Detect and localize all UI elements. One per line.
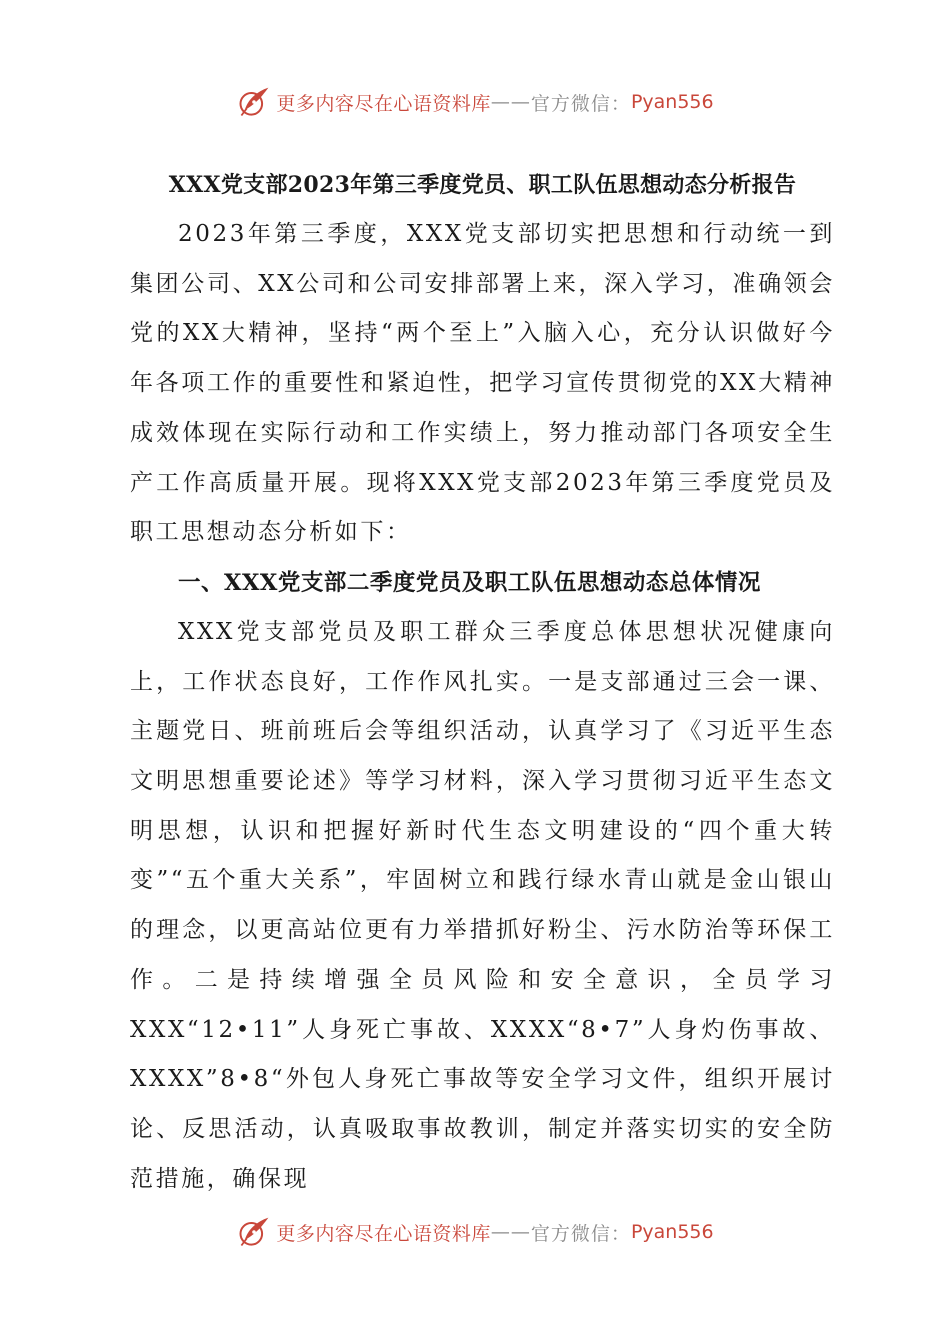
watermark-label: 官方微信： bbox=[530, 92, 631, 115]
watermark-wechat-id: Pyan556 bbox=[630, 1221, 714, 1243]
watermark-separator: —— bbox=[490, 91, 531, 113]
watermark-label: 官方微信： bbox=[530, 1222, 631, 1245]
section-1-paragraph: XXX党支部党员及职工群众三季度总体思想状况健康向上，工作状态良好，工作作风扎实。一是支部通过三会一课、主题党日、班前班后会等组织活动，认真学习了《习近平生态文明思想重要论述》等学习材料，深入学习贯彻习近平生态文明思想，认识和把握好新时代生态文明建设的“四个重大转变”“五个重大关系”，牢固树立和践行绿水青山就是金山银山的理念，以更高站位更有力举措抓好粉尘、污水防治等环保工作。二是持续增强全员风险和安全意识，全员学习XXX“12•11”人身死亡事故、XXXX“8•7”人身灼伤事故、XXXX”8•8“外包人身死亡事故等安全学习文件，组织开展讨论、反思活动，认真吸取事故教训，制定并落实切实的安全防范措施，确保现 bbox=[130, 618, 835, 1192]
section-1-heading: 一、XXX党支部二季度党员及职工队伍思想动态总体情况 bbox=[178, 569, 761, 596]
watermark-wechat-id: Pyan556 bbox=[630, 91, 714, 113]
intro-paragraph: 2023年第三季度，XXX党支部切实把思想和行动统一到集团公司、XX公司和公司安排部署上来，深入学习，准确领会党的XX大精神，坚持“两个至上”入脑入心，充分认识做好今年各项工作的重要性和紧迫性，把学习宣传贯彻党的XX大精神成效体现在实际行动和工作实绩上，努力推动部门各项安全生产工作高质量开展。现将XXX党支部2023年第三季度党员及职工思想动态分析如下： bbox=[130, 221, 835, 546]
document-title: XXX党支部2023年第三季度党员、职工队伍思想动态分析报告 bbox=[168, 172, 797, 198]
document-body bbox=[130, 160, 835, 1204]
footer-watermark bbox=[0, 1212, 950, 1252]
watermark-site-text: 更多内容尽在心语资料库 bbox=[276, 92, 491, 115]
quill-logo-icon bbox=[236, 1214, 272, 1250]
watermark-site-text: 更多内容尽在心语资料库 bbox=[276, 1222, 491, 1245]
quill-logo-icon bbox=[236, 84, 272, 120]
header-watermark bbox=[0, 82, 950, 122]
watermark-separator: —— bbox=[490, 1221, 531, 1243]
